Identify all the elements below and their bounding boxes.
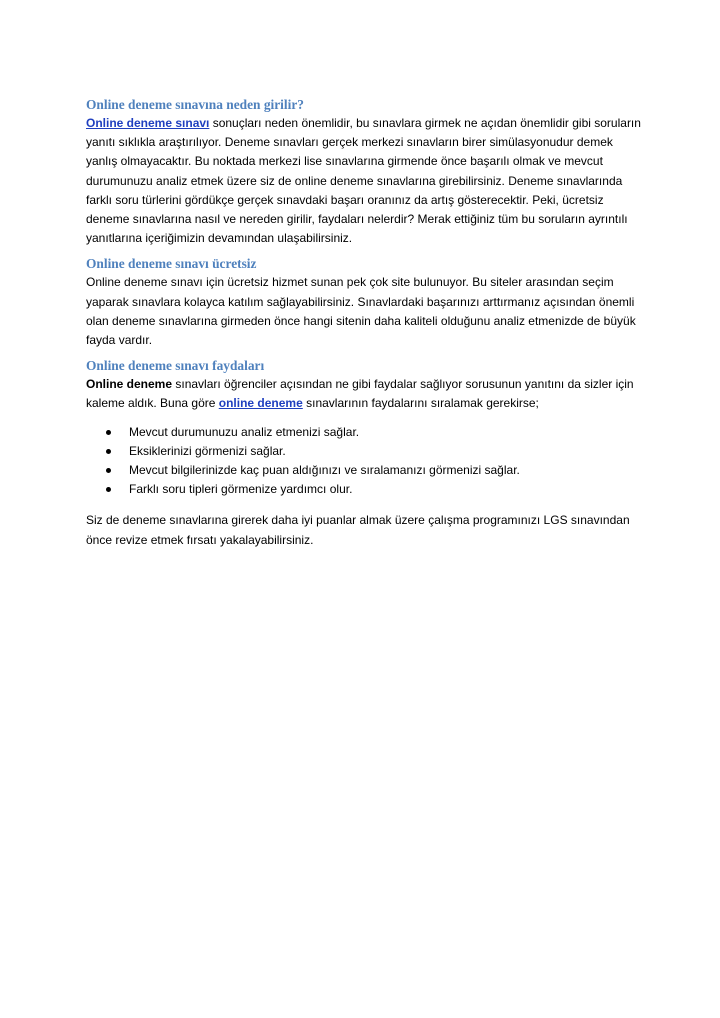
bullet-icon (106, 430, 111, 435)
benefits-list (86, 423, 646, 500)
list-item-text: Eksiklerinizi görmenizi sağlar. (129, 443, 286, 458)
section-2-paragraph: Online deneme sınavı için ücretsiz hizmet sunan pek çok site bulunuyor. Bu siteler arasından seçim yaparak sınavlara kolayca katılım sağlayabilirsiniz. Sınavlardaki başarınızı arttırmanız açısından önemli olan deneme sınavlarına girmeden önce hangi sitenin daha kaliteli olduğunu analiz etmenizde de büyük fayda vardır. (86, 275, 636, 348)
section-2-heading: Online deneme sınavı ücretsiz (86, 256, 257, 272)
online-deneme-link[interactable]: online deneme (218, 396, 303, 411)
list-item-text: Mevcut durumunuzu analiz etmenizi sağlar. (129, 424, 360, 439)
bullet-icon (106, 449, 111, 454)
list-item (86, 461, 646, 480)
section-1-paragraph (86, 114, 646, 248)
document-body (86, 96, 646, 550)
list-item (86, 423, 646, 442)
section-1-text: sonuçları neden önemlidir, bu sınavlara girmek ne açıdan önemlidir gibi soruların yanıtı sıklıkla araştırılıyor. Deneme sınavları gerçek merkezi sınavların birer simülasyonudur demek yanlış olmayacaktır. Bu noktada merkezi lise sınavlarına girmende önce başarılı olmak ve mevcut durumunuzu analiz etmek üzere siz de online deneme sınavlarına girebilirsiniz. Deneme sınavlarında farklı soru türlerini gördükçe gerçek sınavdaki başarı oranınız da artış gösterecektir. Peki, ücretsiz deneme sınavlarına nasıl ve nereden girilir, faydaları nelerdir? Merak ettiğiniz tüm bu soruların ayrıntılı yanıtlarına içeriğimizin devamından ulaşabilirsiniz. (86, 116, 641, 246)
bullet-icon (106, 468, 111, 473)
online-deneme-sinavi-link[interactable]: Online deneme sınavı (86, 116, 210, 130)
list-item-text: Mevcut bilgilerinizde kaç puan aldığınızı ve sıralamanızı görmenizi sağlar. (129, 463, 520, 478)
list-item (86, 442, 646, 461)
section-3-text-a: sınavları öğrenciler açısından ne gibi faydalar sağlıyor sorusunun yanıtını da sizler için kaleme aldık. Buna göre (86, 377, 634, 411)
list-item (86, 480, 646, 499)
section-3-paragraph (86, 375, 646, 413)
section-1-heading: Online deneme sınavına neden girilir? (86, 97, 304, 112)
bullet-icon (106, 487, 111, 492)
closing-paragraph: Siz de deneme sınavlarına girerek daha iyi puanlar almak üzere çalışma programınızı LGS sınavından önce revize etmek fırsatı yakalayabilirsiniz. (86, 513, 630, 547)
list-item-text: Farklı soru tipleri görmenize yardımcı olur. (129, 482, 353, 497)
section-3-text-b: sınavlarının faydalarını sıralamak gerekirse; (302, 396, 539, 411)
section-3-bold-start: Online deneme (86, 377, 173, 392)
section-3-heading: Online deneme sınavı faydaları (86, 358, 265, 374)
